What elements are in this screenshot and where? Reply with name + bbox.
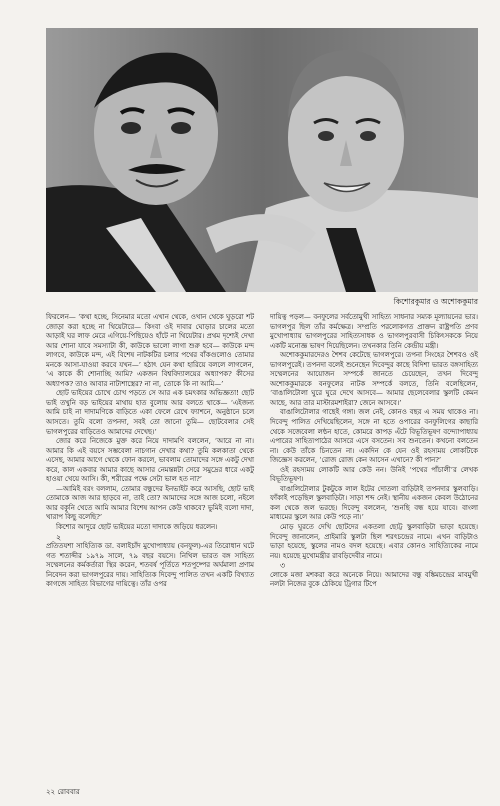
paragraph: —আমিই বরং বললাম, তোমার বন্ধুদের ইনভাইট করে আসছি, ছোট ভাই তোমাকে আজ আর ছাড়বে না, তাই তো? আমাদের সঙ্গে আজ চলো, নইলে আর বকুনি খেতে আমি আমার বিশেষ আপন কেউ থাকবে? ভুমিই বলো দাদা, খারাপ কিছু বলেছি?’	[46, 484, 254, 522]
section-number: ৩	[280, 561, 286, 571]
paragraph: প্রতিতযশা সাহিত্যিক ডা. বলাইচাঁদ মুখোপাধ্যায় (বনফুল)-এর তিরোধান ঘটে গত শতাব্দীর ১৯৭৯ সালে, ৭৯ বছর বয়সে। নিখিল ভারত বঙ্গ সাহিত্য সম্মেলনের কর্মকর্তারা স্থির করেন, শতবর্ষ পূর্তিতে শতপুষ্পের অর্ঘমালা প্রণাম নিবেদন করা ভাগলপুরের দায়। সাহিত্যিক দিবেন্দু পালিত তখন একটি বিখ্যাত কাগজে সাহিত্য বিভাগের দায়িত্বে। তাঁর ওপর	[46, 542, 254, 589]
paragraph: বাঙালিটোলার টুকটুকে লাল ইটের দোতলা বাড়িটাই তপনদার স্কুলবাড়ি। ফাঁকাই পড়েছিল স্কুলবাড়িটা। সাড়া শব্দ নেই। স্থানীয় একজন কেবল উঠোনের কল থেকে জল ভরছে। দিবেন্দু বললেন, ‘শুনছি বন্ধ হয়ে যাবে। বাংলা মাধ্যমের স্কুলে আর কেউ পড়ে না।’	[270, 484, 478, 522]
page-footer: ২২ রোববার	[46, 788, 80, 796]
paragraph: দায়িত্ব পড়ল— বনফুলের সর্বতোমুখী সাহিত্য সাধনার সম্যক মূল্যায়নের ভার। ভাগলপুর ছিল তাঁর কর্মক্ষেত্র। সম্প্রতি পরলোকগত প্রাক্তন রাষ্ট্রপতি প্রণব মুখোপাধ্যায় ভাগলপুরের সাহিত্যসাধক ও ভাগলপুরবাসী চিকিৎসককে নিয়ে একটি মনোজ্ঞ ভাষণ দিয়েছিলেন। তখনকার তিনি কেন্দ্রীয় মন্ত্রী।	[270, 313, 478, 350]
photo-kishore-ashok	[46, 28, 478, 292]
paragraph: মোড় ঘুরতে দেখি ছোটদের একতলা ছোট্ট স্কুলবাড়িটা ভাড়া হয়েছে। দিবেন্দু জানালেন, প্রাইমারি স্কুলটা ছিল শরৎচন্দ্রের নামে। এখন বাড়িটাও ভাড়া হয়েছে, স্কুলের নামও বদল হয়েছে। এবার কোনও সাহিত্যিকের নামে নয়। হয়েছে মুখোমন্ত্রীর রাবড়িদেবীর নামে।	[270, 523, 478, 560]
paragraph: লোকে মজা মশকরা করে অনেকে নিয়ে। আমাদের বন্ধু বঙ্কিমচন্দ্রের মাবমুখী নলটা নিজের বুকে ঠেকিয়ে ট্রিগার টিপে	[270, 570, 478, 589]
paragraph: ওই রহস্যময় লোকটি আর কেউ নন। উনিই ‘পথের পাঁচালী’র লেখক বিভূতিভূষণ।	[270, 465, 478, 484]
photo-caption: কিশোরকুমার ও অশোককুমার	[393, 297, 478, 306]
paragraph: ফিরলেন— ‘কথা হচ্ছে, সিনেমার মতো এখান থেকে, ওখান থেকে ঘুড়রো শট জোড়া করা হচ্ছে না থিয়েটারে— কিংবা ওই দাবার ঘোড়ার চালের মতো আড়াই ঘর লাফ মেরে এগিয়ে-পিছিয়েও হাঁটে না থিয়েটার। প্রথম দৃশ্যেই দেখা আর শোনা যাবে সমস্যাটা কী, কাউকে ভালো লাগা শুরু হবে— কাউকে মন্দ লাগবে, কাউকে মন্দ, এই বিশেষ নাটকটির চলার পথের বাঁকগুলোও তোমার মনকে আসা-যাওয়া করবে যখন—’ হঠাৎ যেন কথা হারিয়ে বললে লাগলেন, ‘এ কাকে কী শোনাচ্ছি আমি? একজন বিশ্ববিদ্যালয়ের অধ্যাপক? কীসের অধ্যাপক? তাও আবার নাট্যশাস্ত্রের? না না, তোকে কি না আমি—’	[46, 313, 254, 388]
paragraph: কিশোর আদুরে ছোট ভাইয়ের মতো দাদাকে জড়িয়ে ধরলেন।	[56, 523, 218, 532]
photo-illustration	[46, 28, 478, 292]
paragraph: ছোট ভাইয়ের চোখে চোখ পড়তে সে আর এক চমৎকার অভিজ্ঞতা! ছোট ভাই তখুনি বড় ভাইয়ের মাথায় হাত বুলোয় আর বলতে থাকে— ‘এইজন্য আমি চাই না দাদামণিকে বাড়িতে একা ফেলে রেখে ফ্যাশনে, অনুষ্ঠানে চলে আসতে। তুমি বলো তপনদা, সবই তো জানো তুমি— ছোটবেলার সেই ভাগলপুরের বাড়িতেও আমাদের দেখেছ।’	[46, 389, 254, 436]
article-column-left	[46, 313, 254, 590]
paragraph: জোর করে নিজেকে মুক্ত করে নিয়ে দাদামণি বললেন, ‘আরে না না। আমার কি এই বয়সে সম্ভবেলা নাচগান দেখার কথা? তুমি কলকাতা থেকে এসেছ, আমার আগে থেকে ফোন করলে, ভাবলাম তোমাদের সঙ্গে একটু দেখা করে, কাল একবার আমার কাছে আসার নেমন্তন্নটা সেরে সমুদ্রের ধারে একটু হাওয়া খেয়ে আসি। কী, শরীরের পক্ষে সেটা ভাল হত না?’	[46, 437, 254, 484]
paragraph: অশোককুমারদেরও শৈশব কেটেছে ভাগলপুরে। তপনা সিংহের শৈশবও ওই ভাগলপুরেই। তপনদা বলেই শুনেছেন দিবেন্দুর কাছে বিদিশা ভারত বঙ্গসাহিত্য সম্মেলনের আয়োজন সম্পর্কে জানতে চেয়েছেন, তখন দিবেন্দু অশোককুমারকে বনফুলের নাটক সম্পর্কে বলতে, তিনি বলেছিলেন, ‘বাঙালিটোলা ঘুরে ঘুরে দেখে আসবে— আমার ছেলেবেলার স্কুলটি কেমন আছে, আর তার মাস্টারমশাইরা? জেনে আসবে।’	[270, 351, 478, 407]
section-number: ২	[56, 532, 62, 542]
paragraph: বাঙালিটোলার গাছেই গঙ্গা। জল নেই, কোনও বছর এ সময় থাকেও না। দিবেন্দু পালিত দেখিয়েছিলেন, সঙ্গে না হতে ওপারের বনফুলিগের কাছারি থেকে সজেবেলা লন্ঠন হাতে, কোমরে কাপড় এঁটে বিভূতিভূষণ বন্দ্যোপাধ্যায় এপারের সাহিত্যপাঠের আসরে এসে বসতেন। সব শুনতেন। কখনো বলতেন না। কেউ তাঁকে চিনতেন না। একদিন কে যেন ওই রহস্যময় লোকটিকে জিজ্ঞেস করলেন, ‘রোজ রোজ কেন আসেন এখানে? কী পান?’	[270, 408, 478, 465]
article-column-right	[270, 313, 478, 590]
